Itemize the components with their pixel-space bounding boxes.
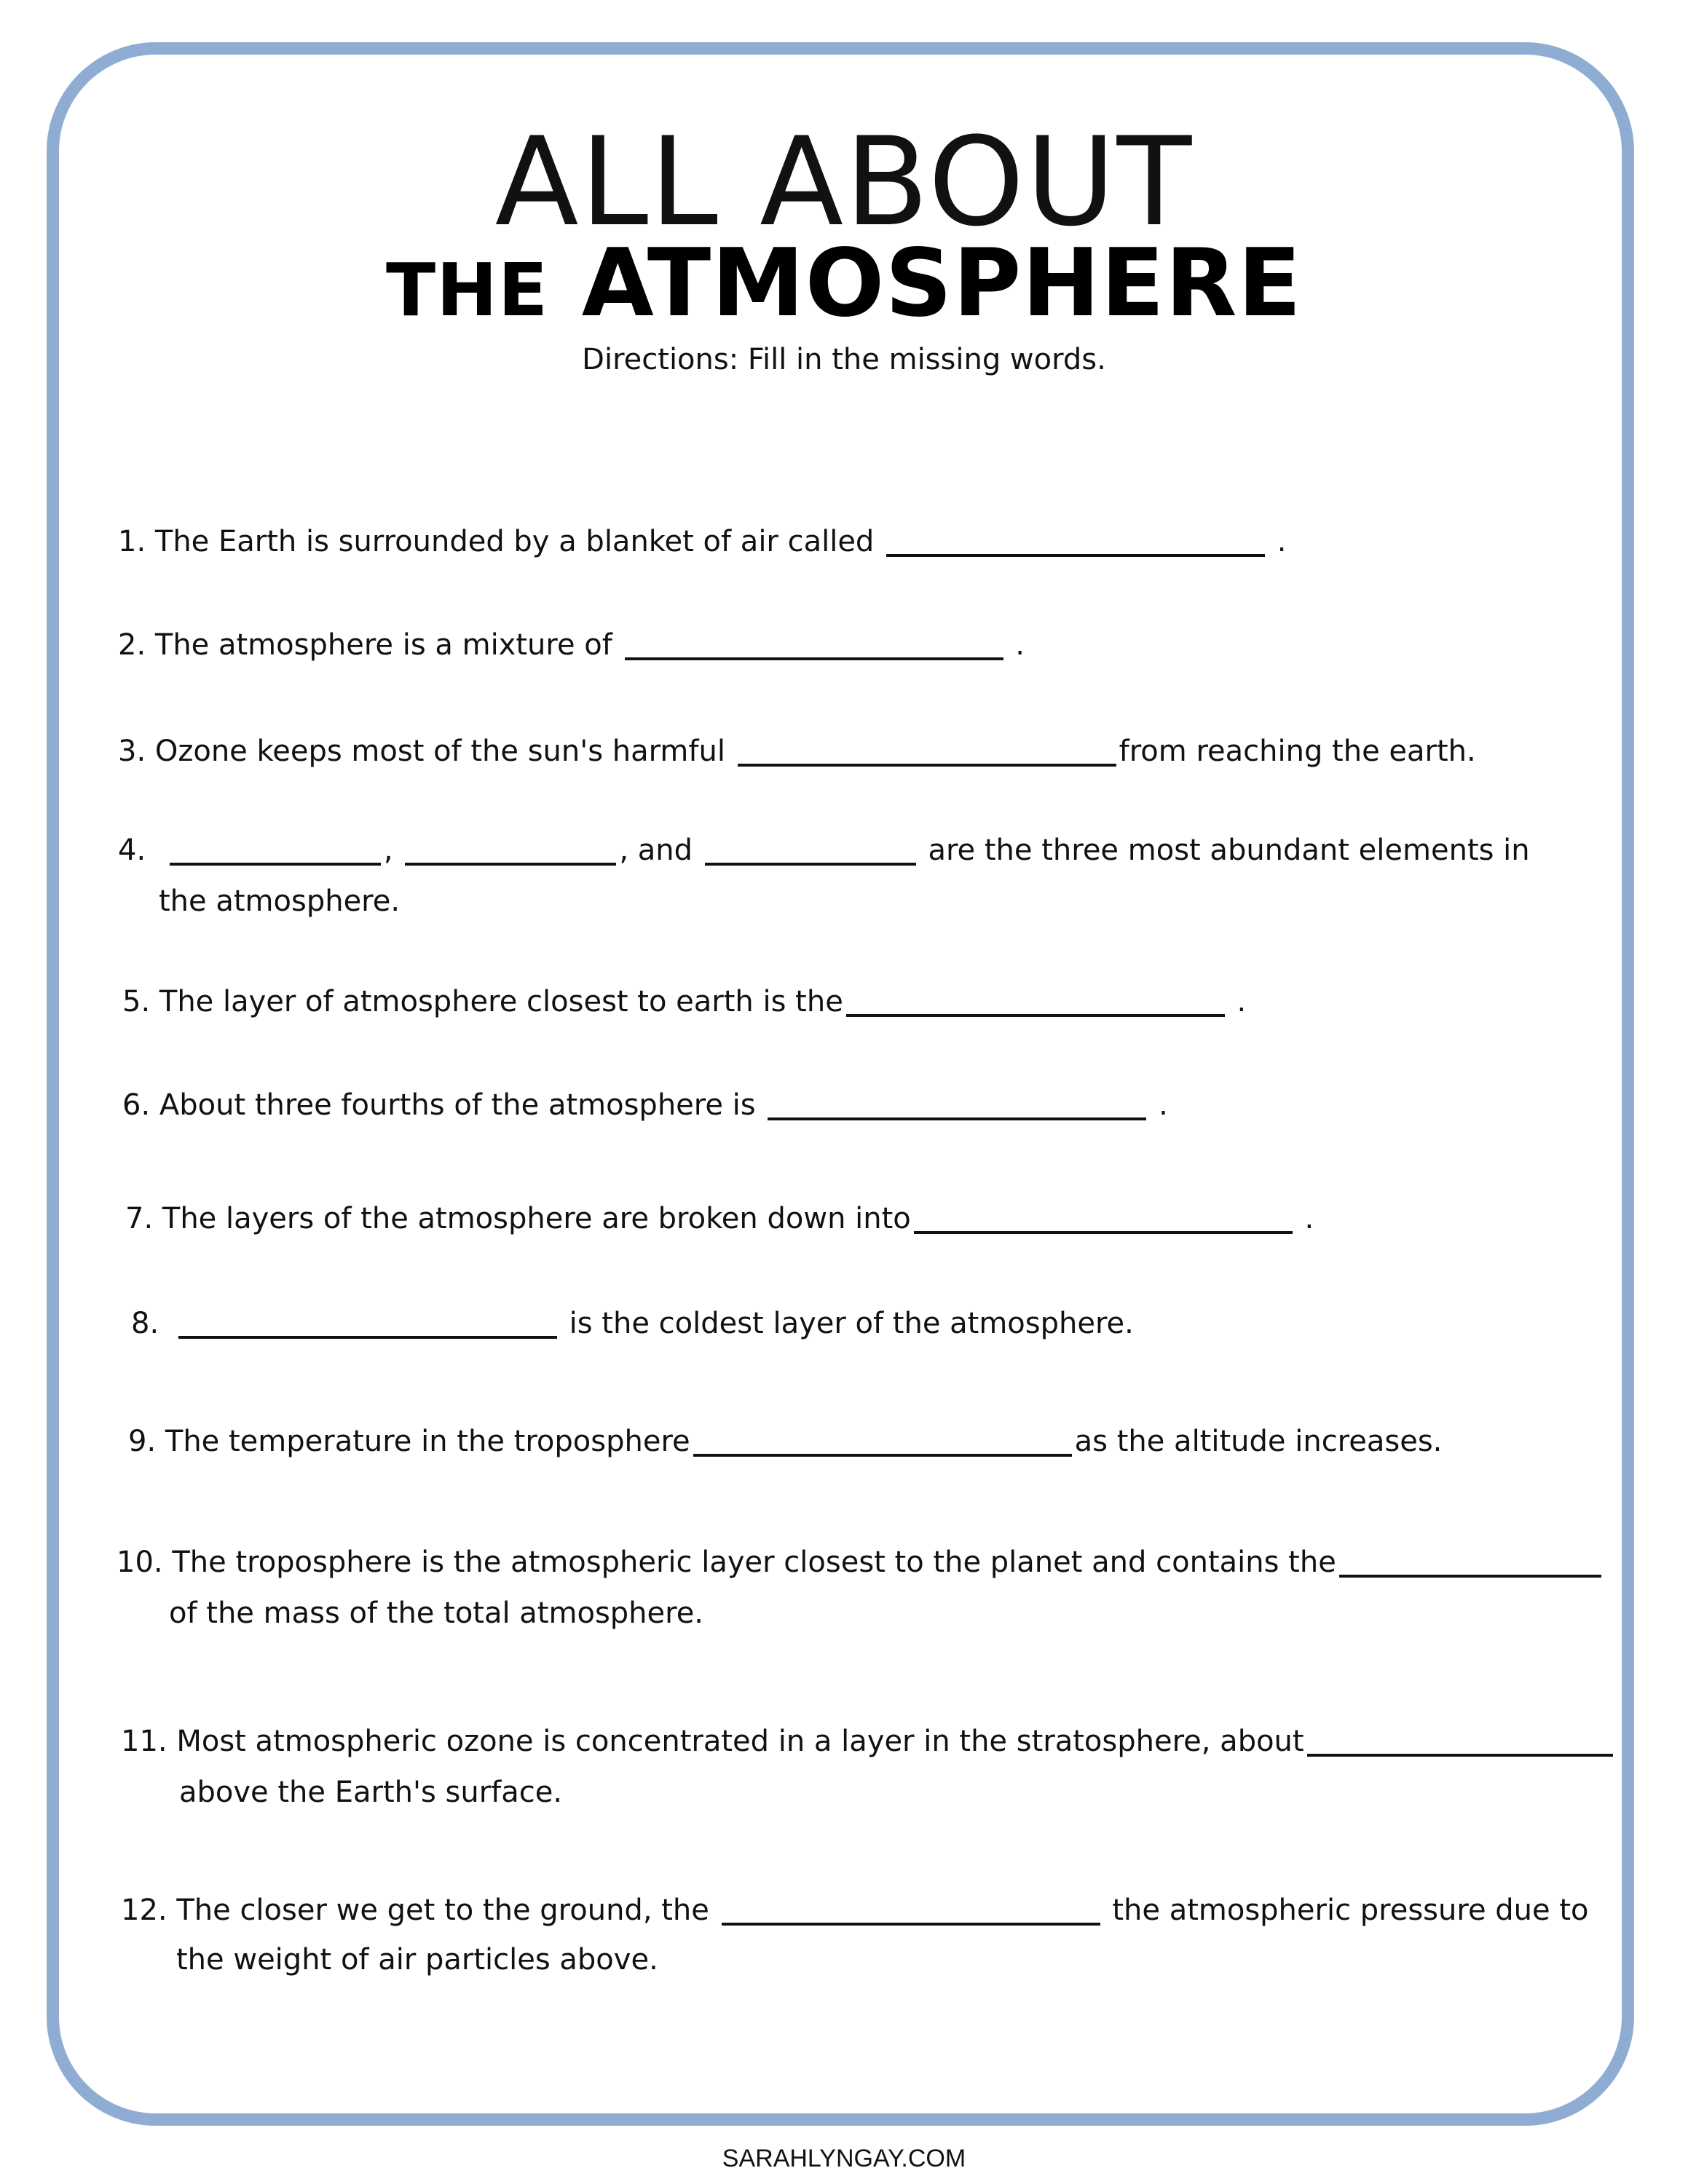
question-text: . bbox=[1159, 1088, 1168, 1122]
question-text-continued: the atmosphere. bbox=[159, 885, 401, 918]
question-2 bbox=[118, 623, 1025, 667]
answer-blank[interactable] bbox=[886, 554, 1265, 557]
question-text: 1. The Earth is surrounded by a blanket of air called bbox=[118, 525, 875, 558]
question-text: 3. Ozone keeps most of the sun's harmful bbox=[118, 735, 725, 768]
question-8 bbox=[131, 1302, 1134, 1345]
question-text: the atmospheric pressure due to bbox=[1112, 1894, 1589, 1927]
question-text: as the altitude increases. bbox=[1074, 1425, 1443, 1458]
answer-blank[interactable] bbox=[705, 863, 916, 866]
question-text: , and bbox=[619, 834, 693, 867]
question-9 bbox=[128, 1420, 1442, 1463]
question-text: 6. About three fourths of the atmosphere is bbox=[122, 1088, 756, 1122]
answer-blank[interactable] bbox=[1339, 1575, 1601, 1578]
title-line-1: ALL ABOUT bbox=[494, 111, 1194, 253]
question-text: 7. The layers of the atmosphere are broken down into bbox=[125, 1202, 911, 1235]
answer-blank[interactable] bbox=[722, 1923, 1100, 1926]
question-text: , bbox=[383, 834, 393, 867]
question-text: . bbox=[1237, 985, 1247, 1018]
question-number: 4. bbox=[118, 834, 146, 867]
question-text: 5. The layer of atmosphere closest to earth is the bbox=[122, 985, 843, 1018]
question-6 bbox=[122, 1083, 1168, 1127]
question-text-continued: the weight of air particles above. bbox=[176, 1943, 658, 1977]
question-text: is the coldest layer of the atmosphere. bbox=[569, 1307, 1134, 1340]
question-number: 8. bbox=[131, 1307, 159, 1340]
question-10 bbox=[117, 1540, 1604, 1635]
question-7 bbox=[125, 1197, 1314, 1241]
question-text: . bbox=[1304, 1202, 1314, 1235]
question-5 bbox=[122, 980, 1246, 1024]
question-text: 11. Most atmospheric ozone is concentrated in a layer in the stratosphere, about bbox=[121, 1725, 1304, 1758]
title-main: ATMOSPHERE bbox=[581, 229, 1302, 338]
answer-blank[interactable] bbox=[625, 657, 1003, 660]
answer-blank[interactable] bbox=[738, 764, 1116, 767]
answer-blank[interactable] bbox=[914, 1231, 1293, 1234]
question-text: . bbox=[1015, 628, 1025, 662]
question-1 bbox=[118, 520, 1286, 563]
answer-blank[interactable] bbox=[846, 1014, 1225, 1017]
answer-blank[interactable] bbox=[768, 1117, 1146, 1120]
question-text: 9. The temperature in the troposphere bbox=[128, 1425, 690, 1458]
answer-blank[interactable] bbox=[693, 1454, 1072, 1457]
question-text: from reaching the earth. bbox=[1119, 735, 1476, 768]
directions: Directions: Fill in the missing words. bbox=[582, 343, 1106, 376]
question-12 bbox=[121, 1888, 1589, 1982]
question-text: 10. The troposphere is the atmospheric layer closest to the planet and contains the bbox=[117, 1546, 1336, 1579]
answer-blank[interactable] bbox=[170, 863, 381, 866]
question-text: . bbox=[1277, 525, 1287, 558]
footer-website: SARAHLYNGAY.COM bbox=[722, 2145, 966, 2172]
title-prefix: THE bbox=[386, 248, 549, 333]
question-4 bbox=[118, 828, 1530, 923]
question-text-continued: above the Earth's surface. bbox=[179, 1776, 563, 1809]
question-11 bbox=[121, 1720, 1616, 1814]
title-line-2 bbox=[0, 229, 1688, 341]
answer-blank[interactable] bbox=[178, 1336, 557, 1339]
question-text-continued: of the mass of the total atmosphere. bbox=[169, 1597, 704, 1630]
question-3 bbox=[118, 729, 1476, 773]
answer-blank[interactable] bbox=[1307, 1754, 1613, 1757]
question-text: are the three most abundant elements in bbox=[928, 834, 1530, 867]
question-text: 2. The atmosphere is a mixture of bbox=[118, 628, 612, 662]
answer-blank[interactable] bbox=[405, 863, 616, 866]
question-text: 12. The closer we get to the ground, the bbox=[121, 1894, 709, 1927]
